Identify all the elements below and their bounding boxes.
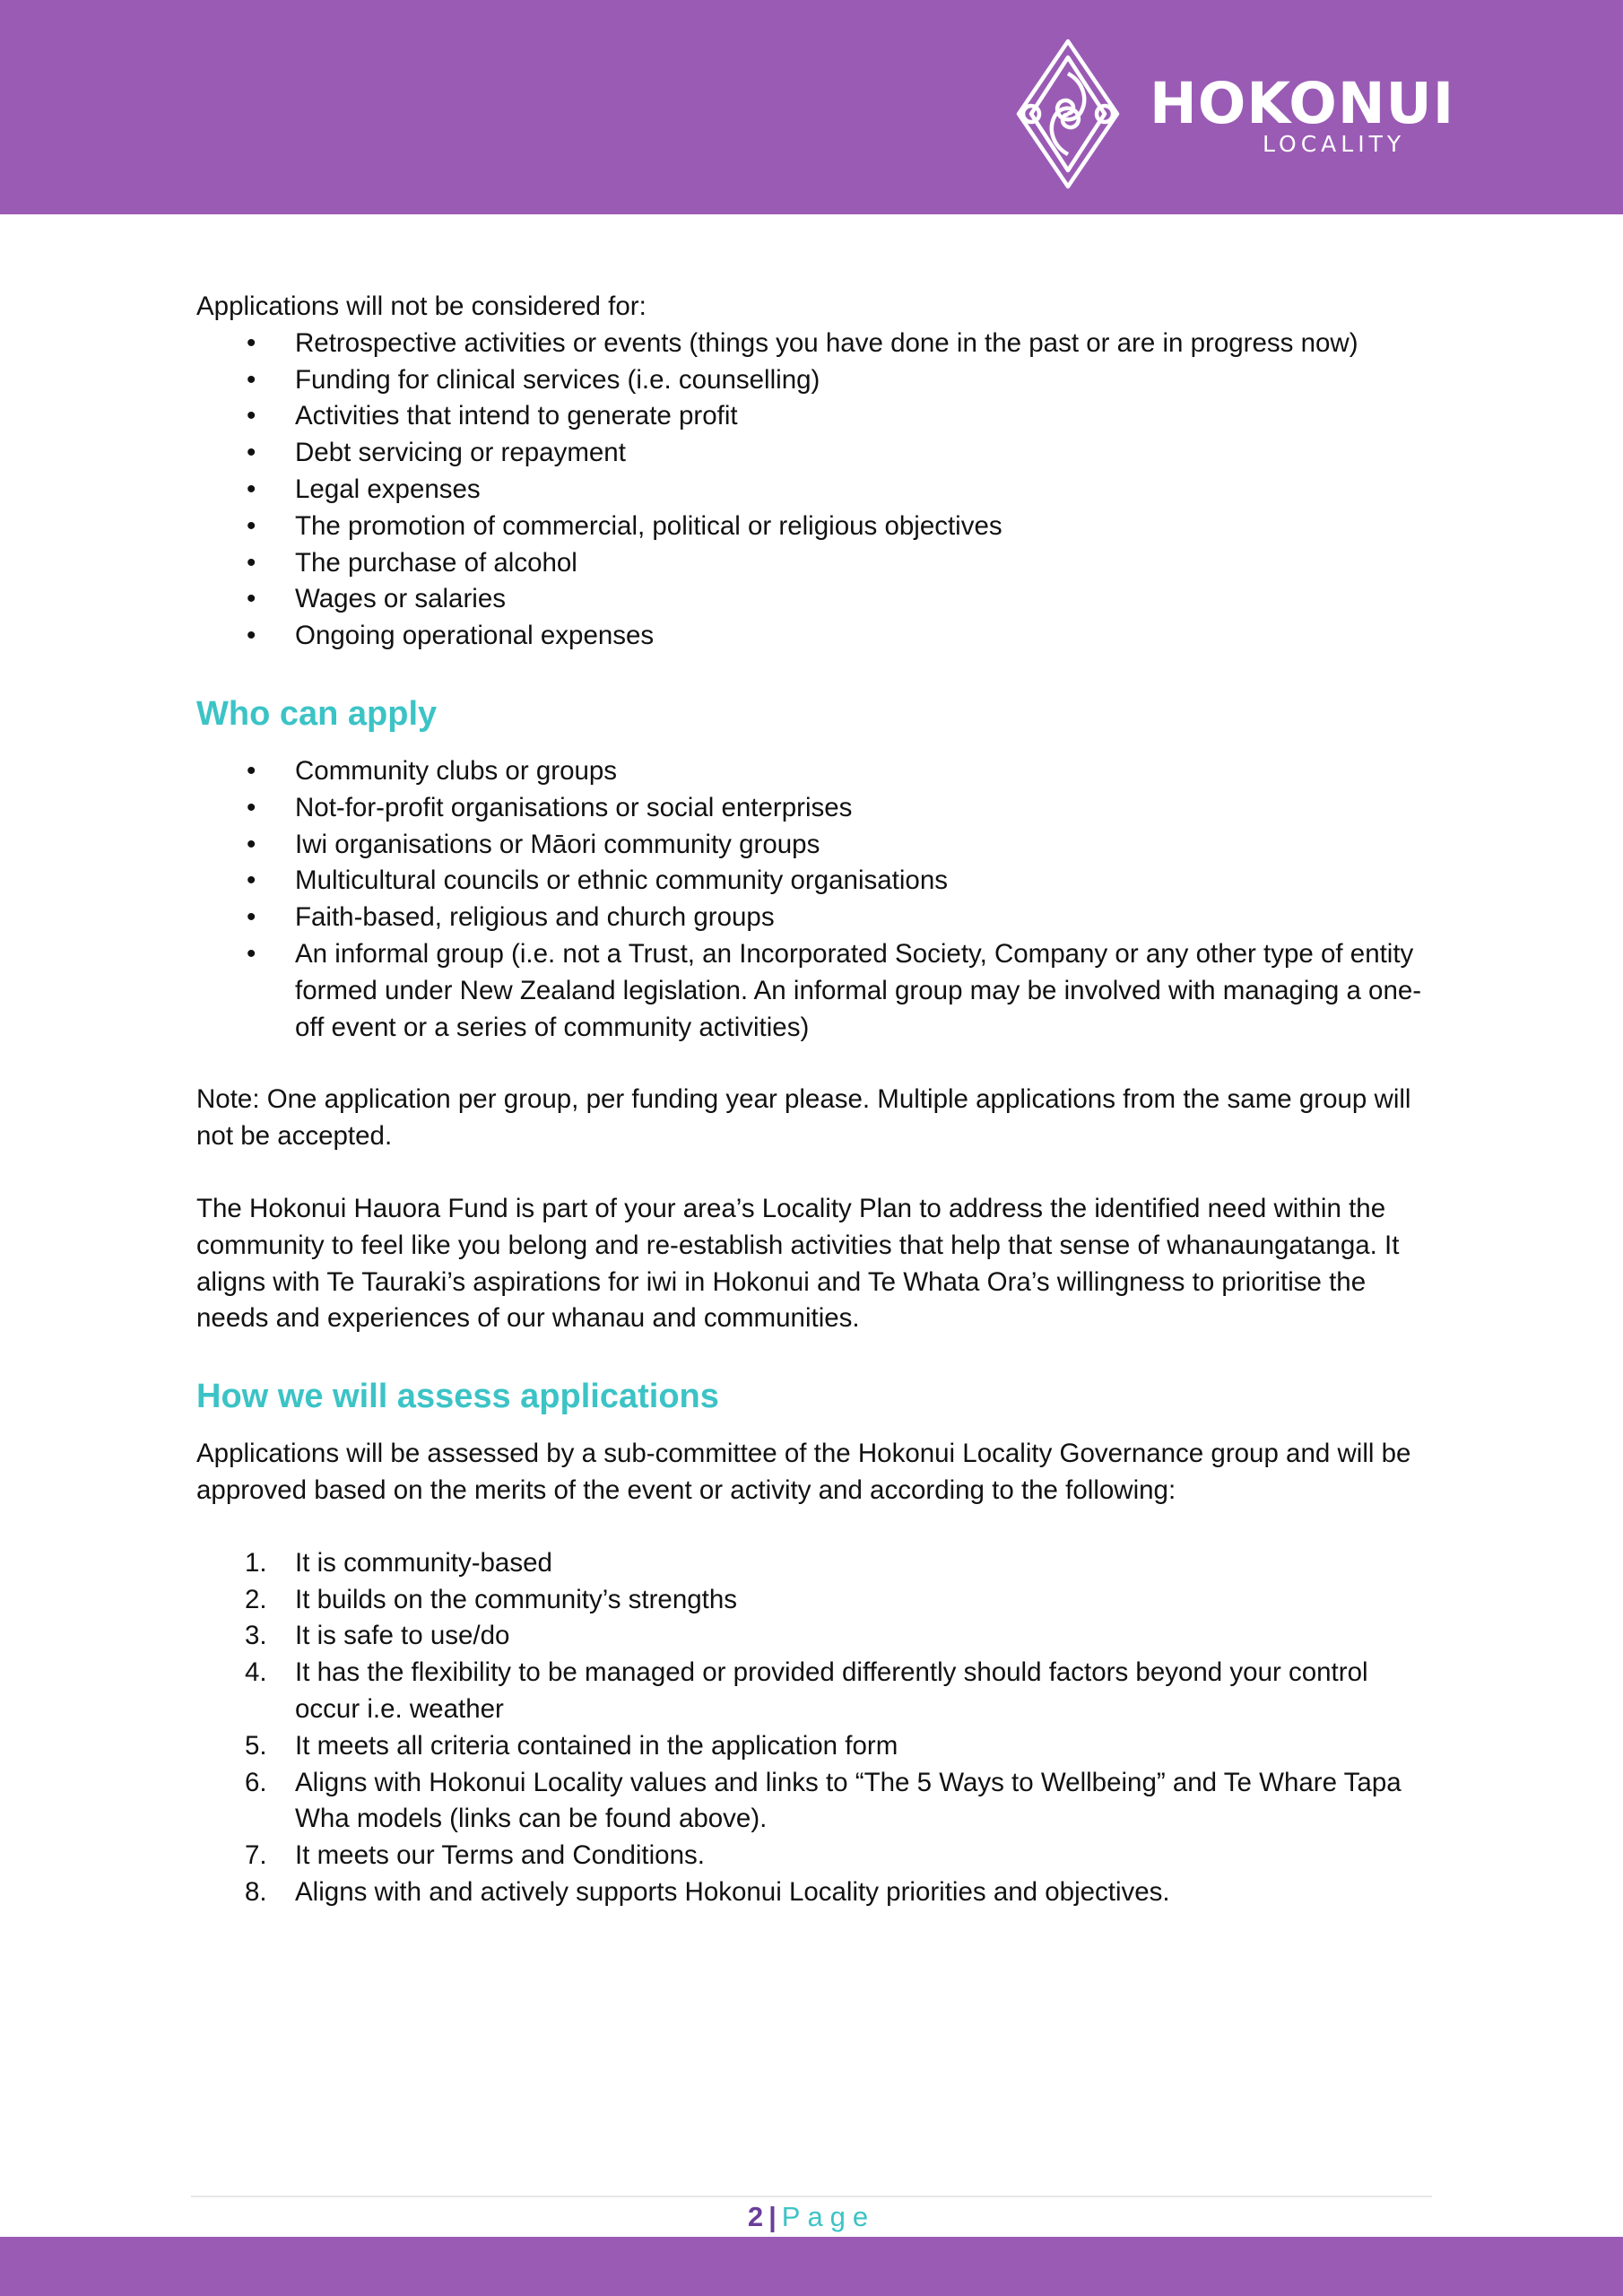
bullet-icon: • — [247, 401, 256, 431]
bullet-icon: • — [247, 364, 256, 395]
list-item: 7. It meets our Terms and Conditions. — [245, 1840, 705, 1871]
list-item: • Debt servicing or repayment — [196, 435, 1434, 472]
bullet-icon: • — [247, 865, 256, 896]
bullet-icon: • — [247, 829, 256, 859]
list-item: 8. Aligns with and actively supports Hokonui Locality priorities and objectives. — [245, 1876, 1170, 1907]
hokonui-logo — [1015, 38, 1455, 190]
assess-heading: How we will assess applications — [196, 1378, 719, 1416]
not-considered-intro: Applications will not be considered for: — [196, 291, 647, 321]
bullet-icon: • — [247, 938, 256, 969]
list-item: • Activities that intend to generate profit — [196, 398, 1434, 435]
list-item: • Community clubs or groups — [196, 753, 1434, 790]
bullet-icon: • — [247, 547, 256, 578]
bullet-icon: • — [247, 438, 256, 468]
page-separator: | — [768, 2201, 777, 2232]
page-footer — [0, 2199, 1623, 2235]
list-item: • Multicultural councils or ethnic community organisations — [196, 863, 1434, 900]
list-item: • The promotion of commercial, political or religious objectives — [196, 509, 1434, 545]
not-considered-list — [196, 326, 1434, 655]
list-item: • Not-for-profit organisations or social enterprises — [196, 790, 1434, 827]
bullet-icon: • — [247, 327, 256, 358]
who-can-apply-heading: Who can apply — [196, 694, 438, 733]
who-can-apply-list — [196, 753, 1434, 1046]
assess-intro: Applications will be assessed by a sub-committee of the Hokonui Locality Governance group and will be approved based on the merits of the event or activity and according to the following: — [196, 1439, 1411, 1505]
page-content — [196, 289, 1434, 1911]
bullet-icon: • — [247, 792, 256, 822]
list-item: 2. It builds on the community’s strengths — [245, 1584, 738, 1614]
list-item: • Legal expenses — [196, 472, 1434, 509]
bullet-icon: • — [247, 755, 256, 786]
list-item: • Faith-based, religious and church groups — [196, 900, 1434, 936]
brand-sub: LOCALITY — [1263, 131, 1406, 157]
list-item: 6. Aligns with Hokonui Locality values and links to “The 5 Ways to Wellbeing” and Te Whare Tapa Wha models (links can be found above). — [245, 1767, 1402, 1834]
brand-name: HOKONUI — [1150, 71, 1455, 136]
list-item: • Wages or salaries — [196, 581, 1434, 618]
footer-divider — [191, 2196, 1432, 2197]
footer-band — [0, 2237, 1623, 2296]
list-item: • Retrospective activities or events (things you have done in the past or are in progress now) — [196, 326, 1434, 362]
bullet-icon: • — [247, 510, 256, 541]
page-header — [0, 0, 1623, 214]
bullet-icon: • — [247, 584, 256, 614]
list-item: 3. It is safe to use/do — [245, 1621, 510, 1651]
list-item: • Funding for clinical services (i.e. counselling) — [196, 362, 1434, 399]
hokonui-koru-diamond-icon — [1015, 38, 1121, 190]
bullet-icon: • — [247, 621, 256, 651]
list-item: • The purchase of alcohol — [196, 545, 1434, 582]
list-item: • Ongoing operational expenses — [196, 618, 1434, 655]
bullet-icon: • — [247, 474, 256, 504]
fund-paragraph: The Hokonui Hauora Fund is part of your area’s Locality Plan to address the identified need within the community to feel like you belong and re-establish activities that help that sense of whanaungatanga. It aligns with Te Tauraki’s aspirations for iwi in Hokonui and Te Whata Ora’s willingness to prioritise the needs and experiences of our whanau and communities. — [196, 1193, 1400, 1334]
list-item: • An informal group (i.e. not a Trust, an Incorporated Society, Company or any other type of entity formed under New Zealand legislation. An informal group may be involved with managing a one-off event or a series of community activities) — [196, 936, 1434, 1046]
page-label: Page — [781, 2201, 876, 2232]
note-paragraph: Note: One application per group, per funding year please. Multiple applications from the same group will not be accepted. — [196, 1084, 1411, 1152]
list-item: 5. It meets all criteria contained in the application form — [245, 1730, 898, 1761]
list-item: 4. It has the flexibility to be managed or provided differently should factors beyond your control occur i.e. weather — [245, 1657, 1368, 1724]
list-item: 1. It is community-based — [245, 1547, 552, 1578]
list-item: • Iwi organisations or Māori community groups — [196, 827, 1434, 864]
bullet-icon: • — [247, 902, 256, 933]
page-number: 2 — [747, 2201, 764, 2232]
assess-criteria-list — [196, 1545, 1434, 1911]
